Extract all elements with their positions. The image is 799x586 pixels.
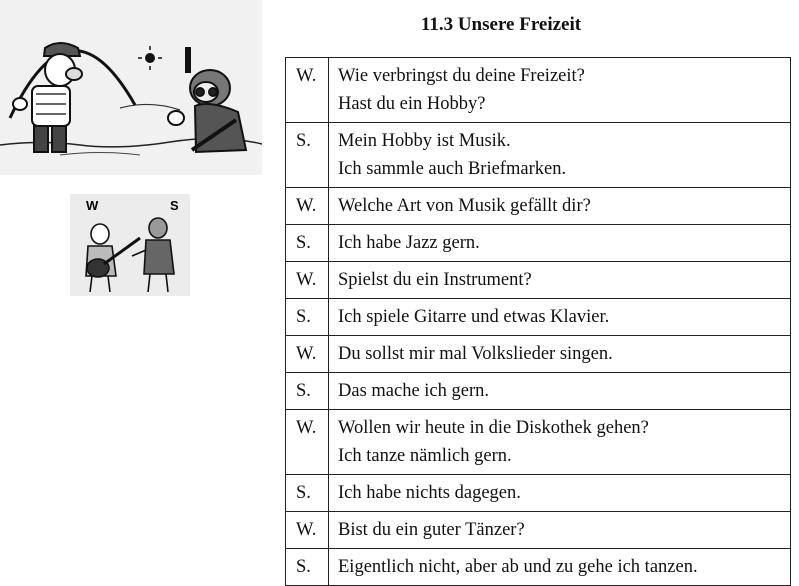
utterance-cell [329,225,791,262]
utterance-line: Ich habe nichts dagegen. [338,483,521,503]
dialogue-row [286,188,791,225]
utterance-line: Ich habe Jazz gern. [338,233,480,253]
dialogue-table [285,57,791,586]
utterance-line: Ich tanze nämlich gern. [338,446,512,466]
dialogue-row [286,336,791,373]
utterance-line: Welche Art von Musik gefällt dir? [338,196,591,216]
speaker-cell: W. [286,262,329,299]
speaker-cell: S. [286,225,329,262]
speaker-cell: W. [286,410,329,475]
utterance-cell [329,373,791,410]
utterance-line: Hast du ein Hobby? [338,94,486,114]
dialogue-row [286,549,791,586]
dialogue-row [286,475,791,512]
speaker-w-label: W [86,198,99,213]
dialogue-row [286,299,791,336]
utterance-line: Du sollst mir mal Volkslieder singen. [338,344,613,364]
utterance-cell [329,188,791,225]
speaker-cell: S. [286,299,329,336]
utterance-line: Mein Hobby ist Musik. [338,131,511,151]
dialogue-row [286,225,791,262]
utterance-cell [329,512,791,549]
utterance-cell [329,123,791,188]
speaker-cell: S. [286,373,329,410]
page-title: 11.3 Unsere Freizeit [420,14,582,35]
speaker-cell: S. [286,475,329,512]
utterance-line: Ich sammle auch Briefmarken. [338,159,567,179]
speaker-cell: W. [286,188,329,225]
utterance-line: Eigentlich nicht, aber ab und zu gehe ich tanzen. [338,557,698,577]
utterance-line: Ich spiele Gitarre und etwas Klavier. [338,307,610,327]
utterance-line: Spielst du ein Instrument? [338,270,532,290]
utterance-line: Das mache ich gern. [338,381,490,401]
utterance-line: Bist du ein guter Tänzer? [338,520,525,540]
utterance-cell [329,336,791,373]
dialogue-row [286,512,791,549]
utterance-cell [329,549,791,586]
utterance-cell [329,475,791,512]
speaker-cell: S. [286,549,329,586]
utterance-line: Wie verbringst du deine Freizeit? [338,66,585,86]
speaker-cell: W. [286,336,329,373]
speaker-s-label: S [170,198,179,213]
guitar-players-illustration [70,194,190,296]
utterance-line: Wollen wir heute in die Diskothek gehen? [338,418,649,438]
utterance-cell [329,262,791,299]
dialogue-row [286,58,791,123]
dialogue-row [286,123,791,188]
dialogue-row [286,410,791,475]
utterance-cell [329,410,791,475]
dialogue-row [286,262,791,299]
speaker-cell: S. [286,123,329,188]
utterance-cell [329,299,791,336]
fishing-diver-illustration [0,0,262,175]
utterance-cell [329,58,791,123]
dialogue-row [286,373,791,410]
speaker-cell: W. [286,512,329,549]
speaker-cell: W. [286,58,329,123]
